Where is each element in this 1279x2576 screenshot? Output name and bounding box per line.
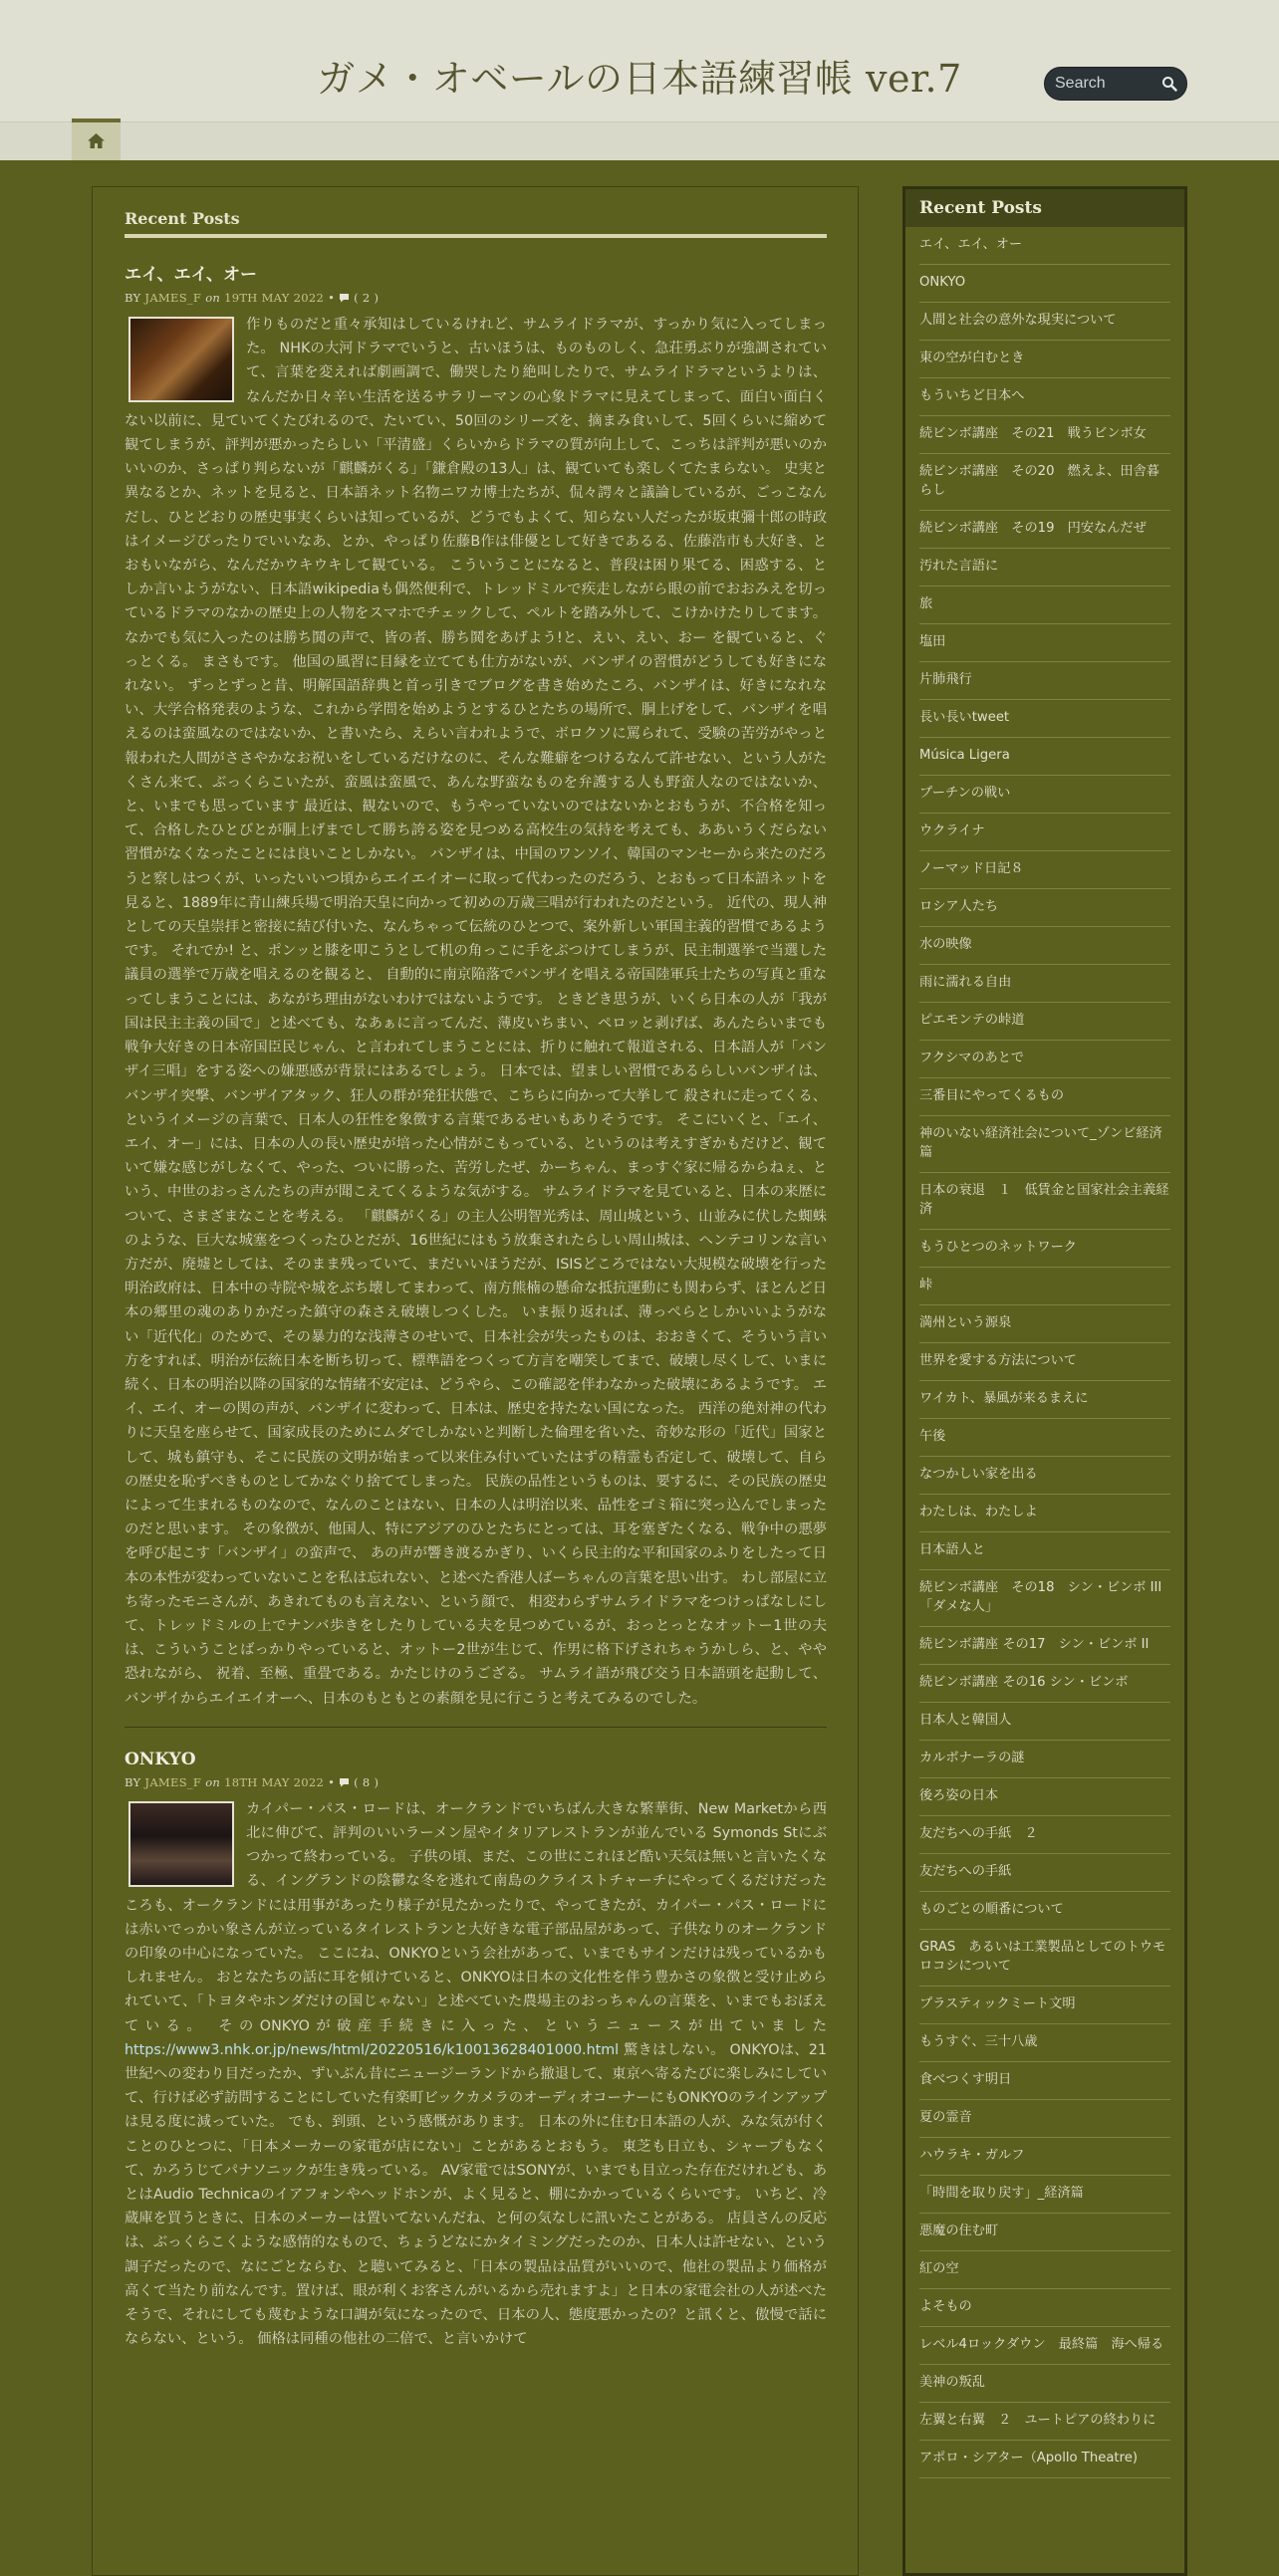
recent-post-link[interactable]: 三番目にやってくるもの — [919, 1078, 1170, 1116]
recent-post-link[interactable]: 続ビンボ講座 その17 シン・ビンボ II — [919, 1627, 1170, 1665]
recent-post-link[interactable]: ノーマッド日記８ — [919, 851, 1170, 889]
sidebar-title: Recent Posts — [905, 189, 1184, 227]
recent-post-link[interactable]: エイ、エイ、オー — [919, 227, 1170, 265]
site-header — [0, 0, 1279, 121]
recent-post-link[interactable]: 左翼と右翼 ２ ユートピアの終わりに — [919, 2403, 1170, 2441]
recent-post-link[interactable]: 日本の衰退 １ 低賃金と国家社会主義経済 — [919, 1173, 1170, 1230]
home-tab[interactable] — [72, 118, 121, 160]
post-text: 驚きはしない。 ONKYOは、21世紀への変わり目だったか、ずいぶん昔にニュージーランドから撤退して、東京へ寄るたびに楽しみにしていて、行けば必ず訪問することにしていた有楽町ビックカメラのオーディオコーナーにもONKYOのラインアップは見る度に減っていた。 でも、到頭、という感慨があります。 日本の外に住む日本語の人が、みな気が付くことのひとつに、「日本メーカーの家電が店にない」ことがあるとおもう。 東芝も日立も、シャープもなくて、かろうじてパナソニックが生き残っている。 AV家電ではSONYが、いまでも目立った存在だけれども、あとはAudio Technicaのイアフォンやヘッドホンが、よく見ると、棚にかかっているくらいです。 いちど、冷蔵庫を買うときに、日本のメーカーは置いてないんだね、と何の気なしに訊いたことがある。 店員さんの反応は、ぶっくらこくような感情的なもので、ちょうどなにかタイミングだったのか、日本人は許せない、という調子だったので、なにごとならむ、と聴いてみると、「日本の製品は品質がいいので、他社の製品より価格が高くて当たり前なんです。置けば、眼が利くお客さんがいるから売れますよ」と日本の家電会社の人が述べたそうで、それにしても蔑むような口調が気になったので、日本の人、態度悪かったの？と訊くと、傲慢で話にならない、という。 価格は同種の他社の二倍で、と言いかけて — [125, 2041, 828, 2348]
post-meta — [125, 1775, 827, 1789]
main-content — [92, 186, 859, 2576]
recent-posts-list — [905, 227, 1184, 2478]
recent-post-link[interactable]: 満州という源泉 — [919, 1305, 1170, 1343]
search-box[interactable] — [1044, 67, 1187, 101]
post-body — [125, 1797, 827, 2352]
post-on: on — [205, 291, 221, 305]
post-title[interactable]: ONKYO — [125, 1749, 196, 1769]
recent-post-link[interactable]: プラスティックミート文明 — [919, 1987, 1170, 2024]
recent-post-link[interactable]: 人間と社会の意外な現実について — [919, 303, 1170, 341]
recent-post-link[interactable]: ものごとの順番について — [919, 1892, 1170, 1930]
post-text: カイパー・パス・ロードは、オークランドでいちばん大きな繁華街、New Marketから西北に伸びて、評判のいいラーメン屋やイタリアレストランが並んでいる Symonds Stにぶつかって終わっている。 子供の頃、まだ、この世にこれほど酷い天気は無いと言いたくなる、イングランドの陰鬱な冬を逃れて南島のクライストチャーチにやってくるだけだったころも、オークランドには用事があったり様子が見たかったりで、やってきたが、カイパー・パス・ロードには赤いでっかい象さんが立っているタイレストランと大好きな電子部品屋があって、子供なりのオークランドの印象の中心になっていた。 ここにね、ONKYOという会社があって、いまでもサインだけは残っているかもしれません。 おとなたちの話に耳を傾けていると、ONKYOは日本の文化性を伴う豊かさの象徴と受け止められていて、「トヨタやホンダだけの国じゃない」と述べていた農場主のおっちゃんの言葉を、いまでもおぼえている。 そのONKYOが破産手続きに入った、というニュースが出ていました — [125, 1800, 827, 2034]
recent-post-link[interactable]: 悪魔の住む町 — [919, 2214, 1170, 2251]
recent-post-link[interactable]: ピエモンテの峠道 — [919, 1003, 1170, 1041]
recent-post-link[interactable]: 友だちへの手紙 — [919, 1854, 1170, 1892]
post-by: BY — [125, 291, 141, 305]
meta-separator: • — [328, 1774, 336, 1789]
comment-count[interactable]: ( 2 ) — [354, 291, 380, 305]
recent-post-link[interactable]: 後ろ姿の日本 — [919, 1778, 1170, 1816]
search-input[interactable] — [1055, 68, 1154, 100]
recent-post-link[interactable]: もういちど日本へ — [919, 378, 1170, 416]
news-link[interactable]: https://www3.nhk.or.jp/news/html/20220516/k10013628401000.html — [125, 2041, 620, 2058]
post-date[interactable]: 18TH MAY 2022 — [224, 1774, 325, 1789]
recent-post-link[interactable]: ONKYO — [919, 265, 1170, 303]
recent-post-link[interactable]: 旅 — [919, 586, 1170, 624]
recent-post-link[interactable]: よそもの — [919, 2289, 1170, 2327]
recent-post-link[interactable]: アポロ・シアター（Apollo Theatre) — [919, 2441, 1170, 2478]
recent-post-link[interactable]: 世界を愛する方法について — [919, 1343, 1170, 1381]
recent-post-link[interactable]: 雨に濡れる自由 — [919, 965, 1170, 1003]
recent-post-link[interactable]: 塩田 — [919, 624, 1170, 662]
recent-post-link[interactable]: 水の映像 — [919, 927, 1170, 965]
recent-post-link[interactable]: 友だちへの手紙 ２ — [919, 1816, 1170, 1854]
post-on: on — [205, 1774, 221, 1789]
post-thumbnail[interactable] — [128, 317, 234, 402]
recent-post-link[interactable]: 峠 — [919, 1268, 1170, 1305]
post-author[interactable]: JAMES_F — [144, 1774, 202, 1789]
recent-post-link[interactable]: 午後 — [919, 1419, 1170, 1457]
recent-post-link[interactable]: 神のいない経済社会について_ゾンビ経済篇 — [919, 1116, 1170, 1173]
post-by: BY — [125, 1774, 141, 1789]
search-icon[interactable] — [1161, 76, 1177, 92]
post-text: 作りものだと重々承知はしているけれど、サムライドラマが、すっかり気に入ってしまった。 NHKの大河ドラマでいうと、古いほうは、ものものしく、急荘勇ぶりが強調されていて、言葉を変えれば劇画調で、働哭したり絶叫したりで、サムライドラマというよりは、なんだか日々辛い生活を送るサラリーマンの心象ドラマに見えてしまって、面白い面白くない以前に、見ていてくたびれるので、たいてい、50回のシリーズを、摘まみ食いして、5回くらいに縮めて観てしまうが、評判が悪かったらしい「平清盛」くらいからドラマの質が向上して、こっちは評判が悪いのかいいのか、さっぱり判らないが「麒麟がくる」「鎌倉殿の13人」は、観ていても楽しくてたまらない。 史実と異なるとか、ネットを見ると、日本語ネット名物ニワカ博士たちが、侃々諤々と議論しているが、ごっこなんだし、ひとどおりの歴史事実くらいは知っているが、どうでもよくて、知らない人だったが坂東彌十郎の時政はイメージぴったりでいいなあ、とか、やっぱり佐藤B作は俳優として好きであるる、佐藤浩市も大好き、とおもいながら、なんだかウキウキして観ている。 こういうことになると、普段は困り果てる、困惑する、としか言いようがない、日本語wikipediaも偶然便利で、トレッドミルで疾走しながら眼の前でおおみえを切っているドラマのなかの歴史上の人物をスマホでチェックして、ペルトを踏み外して、こけかけたりしてます。 なかでも気に入ったのは勝ち鬨の声で、皆の者、勝ち鬨をあげよう!と、えい、えい、おー を観ていると、ぐっとくる。 まさもです。 他国の風習に目縁を立てても仕方がないが、バンザイの習慣がどうしても好きになれない。 ずっとずっと昔、明解国語辞典と首っ引きでブログを書き始めたころ、バンザイは、好きになれない、大学合格発表のような、これから学問を始めようとするひとたちの場所で、胴上げをして、バンザイを唱えるのは蛮風なのではないか、と書いたら、えらい言われようで、ボロクソに罵られて、受験の苦労がやっと報われた人間がささやかなお祝いをしているだけなのに、そんな難癖をつけるなんて許せない、という人がたくさん来て、ぶっくらこいたが、蛮風は蛮風で、あんな野蛮なものを弁護する人も野蛮人なのではないか、と、いまでも思っています 最近は、観ないので、もうやっていないのではないかとおもうが、不合格を知って、合格したひとびとが胴上げまでして勝ち誇る姿を見つめる高校生の気持を考えても、ああいうくだらない習慣がなくなったことには良いことしかない。 バンザイは、中国のワンソイ、韓国のマンセーから来たのだろうと察しはつくが、いったいいつ頃からエイエイオーに取って代わったのだろう、とおもって日本語ネットを見ると、1889年に青山練兵場で明治天皇に向かって初めの万歳三唱が行われたのだという。 近代の、現人神としての天皇崇拝と密接に結び付いた、なんちゃって伝統のひとつで、案外新しい軍国主義的習慣であるようです。 それでか! と、ポンッと膝を叩こうとして机の角っこに手をぶつけてしまうが、民主制選挙で当選した議員の選挙で万歳を唱えるのを観ると、 自動的に南京陥落でバンザイを唱える帝国陸軍兵士たちの写真と重なってしまうことには、あながち理由がないわけではないようです。 ときどき思うが、いくら日本の人が「我が国は民主主義の国で」と述べても、なあぁに言ってんだ、薄皮いちまい、ペロッと剥げば、あんたらいまでも戦争大好きの日本帝国臣民じゃん、と言われてしまうことには、折りに触れて報道される、日本語人が「バンザイ三唱」をする姿への嫌悪感が背景にはあるでしょう。 日本では、望ましい習慣であるらしいバンザイは、バンザイ突撃、バンザイアタック、狂人の群が発狂状態で、こちらに向かって大挙して 殺されに走ってくる、というイメージの言葉で、日本人の狂性を象徴する言葉であるせいもありそうです。 そこにいくと、「エイ、エイ、オー」には、日本の人の長い歴史が培った心情がこもっている、というのは考えすぎかもだけど、観ていて嫌な感じがしなくて、やった、ついに勝った、苦労したぜ、かーちゃん、まっすぐ家に帰るからねぇ、という、中世のおっさんたちの声が聞こえてくるような気がする。 サムライドラマを見ていると、日本の来歴について、さまざまなことを考える。 「麒麟がくる」の主人公明智光秀は、周山城という、山並みに伏した蜘蛛のような、巨大な城塞をつくったひとだが、16世紀にはもう放棄されたらしい周山城は、ヘンテコリンな言い方だが、廃墟としては、そのまま残っていて、まだいいほうだが、ISISどころではない大規模な破壊を行った明治政府は、日本中の寺院や城をぶち壊してまわって、南方熊楠の懸命な抵抗運動にも関わらず、ほとんど日本の郷里の魂のありかだった鎮守の森さえ破壊しつくした。 いま振り返れば、薄っぺらとしかいいようがない「近代化」のためで、その暴力的な浅薄さのせいで、日本社会が失ったものは、おおきくて、そういう言い方をすれば、明治が伝統日本を断ち切って、標準語をつくって方言を嘲笑してまで、破壊し尽くして、いまに続く、日本の明治以降の国家的な情緒不安定は、どうやら、この確認を伴わなかった破壊にあるようです。 エイ、エイ、オーの関の声が、バンザイに変わって、日本は、歴史を持たない国になった。 西洋の絶対神の代わりに天皇を座らせて、国家成長のためにムダでしかないと判断した倫理を省いた、奇妙な形の「近代」国家として、城も鎮守も、そこに民族の文明が始まって以来住み付いていたはずの精霊も否定して、破壊して、自らの歴史を恥ずべきものとしてかなぐり捨ててしまった。 民族の品性というものは、要するに、その民族の歴史によって生まれるものなので、なんのことはない、日本の人は明治以来、品性をゴミ箱に突っ込んでしまったのだと思います。 その象徴が、他国人、特にアジアのひとたちにとっては、耳を塞ぎたくなる、戦争中の悪夢を呼び起こす「バンザイ」の蛮声で、 あの声が響き渡るかぎり、いくら民主的な平和国家のふりをしたって日本の本性が変わっていないことを私は忘れない、と述べた香港人ばーちゃんの言葉を思い出す。 わし部屋に立ち寄ったモニさんが、あきれてものも言えない、という顔で、 相変わらずサムライドラマをつけっぱなしにして、トレッドミルの上でナンバ歩きをしたりしている夫を見つめているが、おっとっとなオットー1世の夫は、こういうことばっかりやっていると、オットー2世が生じて、作男に格下げされちゃうかしら、と、やや恐れながら、 祝着、至極、重畳である。かたじけのうござる。 サムライ語が飛び交う日本語頭を起動して、バンザイからエイエイオーへ、日本のもともとの素顔を見に行こうと考えてみるのでした。 — [125, 317, 827, 1707]
recent-post-link[interactable]: カルボナーラの謎 — [919, 1741, 1170, 1778]
recent-post-link[interactable]: なつかしい家を出る — [919, 1457, 1170, 1495]
recent-post-link[interactable]: GRAS あるいは工業製品としてのトウモロコシについて — [919, 1930, 1170, 1987]
sidebar — [902, 186, 1187, 2576]
post-author[interactable]: JAMES_F — [144, 291, 202, 305]
post-thumbnail[interactable] — [128, 1801, 234, 1887]
post-title[interactable]: エイ、エイ、オー — [125, 265, 257, 285]
recent-post-link[interactable]: ワイカト、暴風が来るまえに — [919, 1381, 1170, 1419]
post-divider — [125, 1727, 827, 1728]
recent-post-link[interactable]: Música Ligera — [919, 738, 1170, 776]
recent-post-link[interactable]: 続ビンボ講座 その19 円安なんだぜ — [919, 511, 1170, 549]
recent-post-link[interactable]: 東の空が白むとき — [919, 341, 1170, 378]
post-date[interactable]: 19TH MAY 2022 — [224, 291, 325, 305]
post-body — [125, 313, 827, 1711]
recent-post-link[interactable]: 食べつくす明日 — [919, 2062, 1170, 2100]
recent-post-link[interactable]: 続ビンボ講座 その16 シン・ビンボ — [919, 1665, 1170, 1703]
recent-post-link[interactable]: 続ビンボ講座 その21 戦うビンボ女 — [919, 416, 1170, 454]
post-meta — [125, 291, 827, 305]
recent-post-link[interactable]: フクシマのあとで — [919, 1041, 1170, 1078]
recent-post-link[interactable]: 夏の霊音 — [919, 2100, 1170, 2138]
recent-post-link[interactable]: ハウラキ・ガルフ — [919, 2138, 1170, 2176]
site-title[interactable]: ガメ・オベールの日本語練習帳 ver.7 — [317, 57, 962, 101]
recent-post-link[interactable]: ロシア人たち — [919, 889, 1170, 927]
recent-post-link[interactable]: 続ビンボ講座 その20 燃えよ、田舎暮らし — [919, 454, 1170, 511]
meta-separator: • — [328, 291, 336, 305]
recent-post-link[interactable]: もうひとつのネットワーク — [919, 1230, 1170, 1268]
recent-post-link[interactable]: 美神の叛乱 — [919, 2365, 1170, 2403]
recent-post-link[interactable]: 続ビンボ講座 その18 シン・ビンボ III 「ダメな人」 — [919, 1570, 1170, 1627]
recent-post-link[interactable]: 「時間を取り戻す」_経済篇 — [919, 2176, 1170, 2214]
recent-post-link[interactable]: もうすぐ、三十八歳 — [919, 2024, 1170, 2062]
recent-post-link[interactable]: プーチンの戦い — [919, 776, 1170, 814]
section-title: Recent Posts — [125, 209, 827, 238]
recent-post-link[interactable]: 片肺飛行 — [919, 662, 1170, 700]
recent-post-link[interactable]: 長い長いtweet — [919, 700, 1170, 738]
recent-post-link[interactable]: わたしは、わたしよ — [919, 1495, 1170, 1532]
recent-post-link[interactable]: レベル4ロックダウン 最終篇 海へ帰る — [919, 2327, 1170, 2365]
recent-post-link[interactable]: 日本語人と — [919, 1532, 1170, 1570]
main-nav — [0, 121, 1279, 160]
post — [125, 1750, 827, 2352]
home-icon[interactable] — [88, 133, 105, 148]
recent-post-link[interactable]: 日本人と韓国人 — [919, 1703, 1170, 1741]
recent-post-link[interactable]: 汚れた言語に — [919, 549, 1170, 586]
comment-count[interactable]: ( 8 ) — [354, 1774, 380, 1789]
comment-icon — [339, 293, 350, 303]
comment-icon — [339, 1777, 350, 1787]
recent-post-link[interactable]: ウクライナ — [919, 814, 1170, 851]
recent-post-link[interactable]: 紅の空 — [919, 2251, 1170, 2289]
post — [125, 260, 827, 1728]
